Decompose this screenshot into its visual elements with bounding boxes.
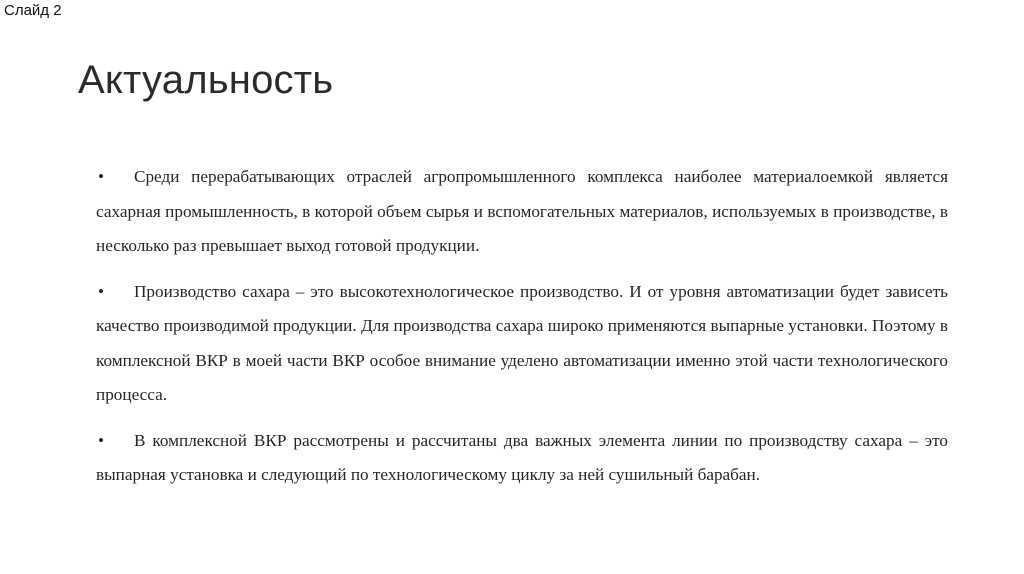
bullet-marker: • [98,281,105,301]
bullet-marker: • [98,430,105,450]
bullet-paragraph [96,424,948,493]
bullet-paragraph [96,275,948,413]
slide-number-label: Слайд 2 [4,2,62,19]
slide-body [96,160,948,504]
bullet-text: Среди перерабатывающих отраслей агропромышленного комплекса наиболее материалоемкой является сахарная промышленность, в которой объем сырья и вспомогательных материалов, используемых в производстве, в несколько раз превышает выход готовой продукции. [96,167,948,255]
bullet-paragraph [96,160,948,264]
bullet-text: Производство сахара – это высокотехнологическое производство. И от уровня автоматизации будет зависеть качество производимой продукции. Для производства сахара широко применяются выпарные установки. Поэтому в комплексной ВКР в моей части ВКР особое внимание уделено автоматизации именно этой части технологического процесса. [96,281,948,404]
bullet-marker: • [98,167,105,186]
bullet-text: В комплексной ВКР рассмотрены и рассчитаны два важных элемента линии по производству сахара – это выпарная установка и следующий по технологическому циклу за ней сушильный барабан. [96,430,948,484]
slide-title: Актуальность [78,58,334,102]
